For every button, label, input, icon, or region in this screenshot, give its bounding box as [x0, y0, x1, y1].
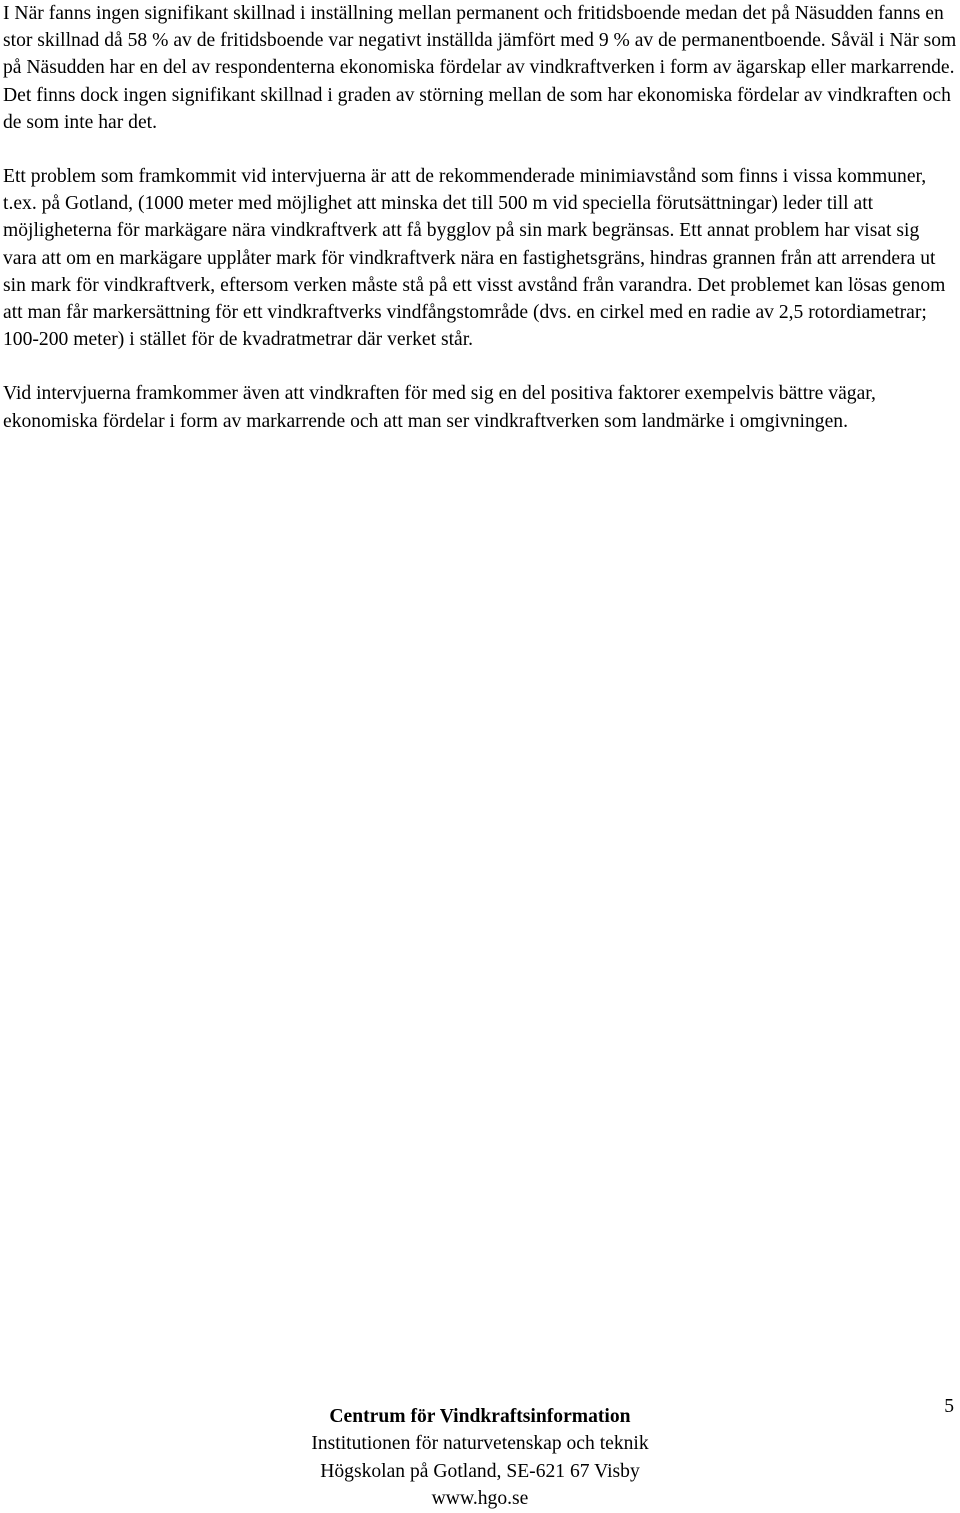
paragraph-positive-factors: Vid intervjuerna framkommer även att vindkraften för med sig en del positiva faktorer exempelvis bättre vägar, ekonomiska fördelar i form av markarrende och att man ser vindkraftverken som landmärke i omgivningen.	[3, 383, 876, 432]
page-number: 5	[944, 1396, 954, 1417]
paragraph-survey-results: I När fanns ingen signifikant skillnad i inställning mellan permanent och fritidsboende medan det på Näsudden fanns en stor skillnad då 58 % av de fritidsboende var negativt inställda jämfört med 9 % av de permanentboende. Såväl i När som på Näsudden har en del av respondenterna ekonomiska fördelar av vindkraftverken i form av ägarskap eller markarrende. Det finns dock ingen signifikant skillnad i graden av störning mellan de som har ekonomiska fördelar av vindkraften och de som inte har det.	[3, 3, 957, 133]
footer-address: Högskolan på Gotland, SE-621 67 Visby	[320, 1460, 640, 1482]
footer-department: Institutionen för naturvetenskap och teknik	[311, 1433, 649, 1455]
paragraph-interview-problems: Ett problem som framkommit vid intervjuerna är att de rekommenderade minimiavstånd som finns i vissa kommuner, t.ex. på Gotland, (1000 meter med möjlighet att minska det till 500 m vid speciella förutsättningar) leder till att möjligheterna för markägare nära vindkraftverk att få bygglov på sin mark begränsas. Ett annat problem har visat sig vara att om en markägare upplåter mark för vindkraftverk nära en fastighetsgräns, hindras grannen från att arrendera ut sin mark för vindkraftverk, eftersom verken måste stå på ett visst avstånd från varandra. Det problemet kan lösas genom att man får markersättning för ett vindkraftverks vindfångstområde (dvs. en cirkel med en radie av 2,5 rotordiametrar; 100-200 meter) i stället för de kvadratmetrar där verket står.	[3, 166, 946, 351]
footer-website: www.hgo.se	[431, 1488, 529, 1510]
body-text	[3, 0, 957, 462]
footer-organization: Centrum för Vindkraftsinformation	[329, 1406, 631, 1427]
page-footer	[200, 1403, 760, 1513]
